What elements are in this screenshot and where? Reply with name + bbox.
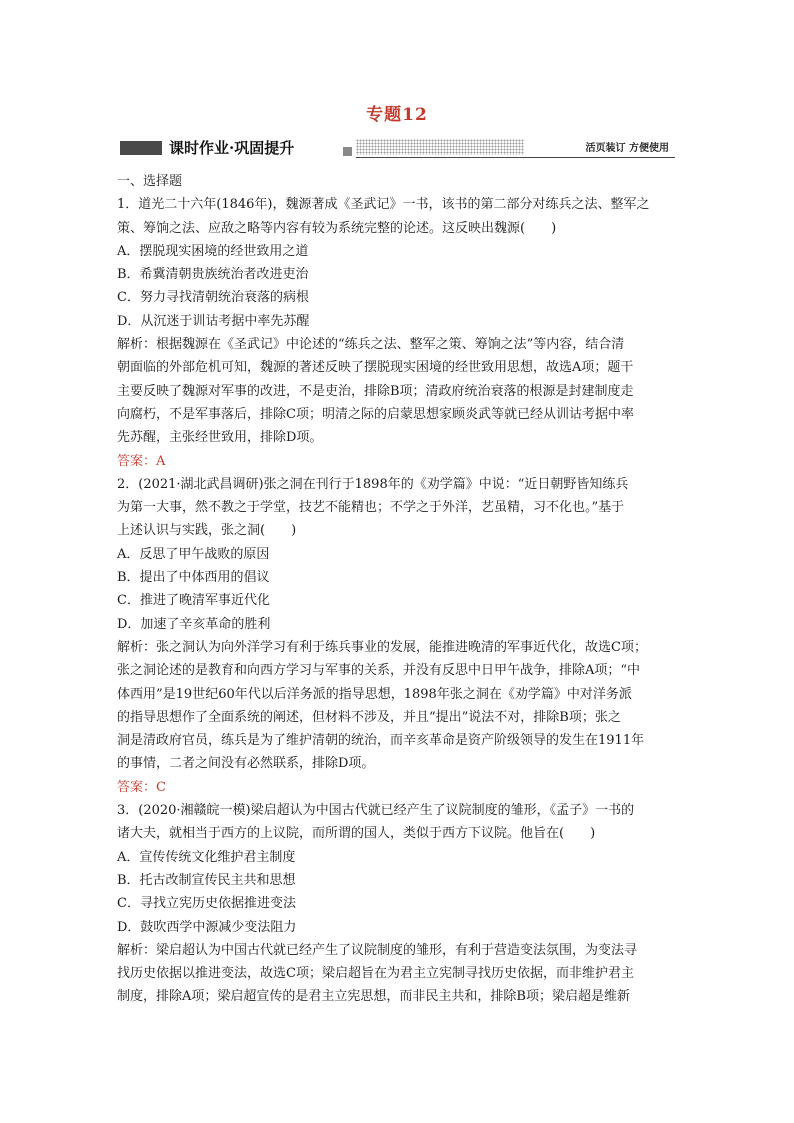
question-2 bbox=[117, 473, 682, 799]
question-3 bbox=[117, 799, 682, 1009]
analysis-line: 朝面临的外部危机可知，魏源的著述反映了摆脱现实困境的经世致用思想，故选A项；题干 bbox=[117, 360, 634, 376]
question-stem-line: 1．道光二十六年(1846年)，魏源著成《圣武记》一书，该书的第二部分对练兵之法、整军之 bbox=[117, 197, 650, 213]
question-stem-line: 诸大夫，就相当于西方的上议院，而所谓的国人，类似于西方下议院。他旨在( ) bbox=[117, 826, 596, 842]
banner-note: 活页装订 方便使用 bbox=[585, 143, 669, 154]
question-stem-line: 为第一大事，然不教之于学堂，技艺不能精也；不学之于外洋，艺虽精，习不化也。”基于 bbox=[117, 500, 625, 516]
topic-title: 专题12 bbox=[366, 105, 428, 125]
analysis-line: 制度，排除A项；梁启超宣传的是君主立宪思想，而非民主共和，排除B项；梁启超是维新 bbox=[117, 989, 630, 1005]
banner-title: 课时作业·巩固提升 bbox=[169, 139, 295, 157]
banner-square-marker bbox=[343, 147, 352, 156]
question-stem-line: 策、筹饷之法、应敌之略等内容有较为系统完整的论述。这反映出魏源( ) bbox=[117, 220, 557, 236]
option-d: D．鼓吹西学中源减少变法阻力 bbox=[117, 919, 297, 935]
option-b: B．希冀清朝贵族统治者改进吏治 bbox=[117, 267, 309, 283]
analysis-line: 体西用”是19世纪60年代以后洋务派的指导思想，1898年张之洞在《劝学篇》中对洋务派 bbox=[117, 686, 632, 702]
analysis-line: 向腐朽，不是军事落后，排除C项；明清之际的启蒙思想家顾炎武等就已经从训诂考据中率 bbox=[117, 406, 634, 422]
analysis-line: 洞是清政府官员，练兵是为了维护清朝的统治，而辛亥革命是资产阶级领导的发生在1911年 bbox=[117, 733, 645, 749]
option-a: A．反思了甲午战败的原因 bbox=[117, 546, 270, 562]
question-stem-line: 上述认识与实践，张之洞( ) bbox=[117, 523, 297, 539]
option-d: D．从沉迷于训诂考据中率先苏醒 bbox=[117, 313, 310, 329]
analysis-line: 张之洞论述的是教育和向西方学习与军事的关系，并没有反思中日甲午战争，排除A项；“中 bbox=[117, 663, 641, 679]
option-b: B．托古改制宣传民主共和思想 bbox=[117, 872, 296, 888]
banner-dot-pattern bbox=[356, 139, 524, 155]
document-content bbox=[117, 170, 682, 1009]
analysis-line: 找历史依据以推进变法，故选C项；梁启超旨在为君主立宪制寻找历史依据，而非维护君主 bbox=[117, 966, 634, 982]
question-1 bbox=[117, 193, 682, 473]
question-stem-line: 3．(2020·湘赣皖一模)梁启超认为中国古代就已经产生了议院制度的雏形，《孟子》一书的 bbox=[117, 803, 635, 819]
analysis-line: 解析：梁启超认为中国古代就已经产生了议院制度的雏形，有利于营造变法氛围，为变法寻 bbox=[117, 942, 638, 958]
option-c: C．推进了晚清军事近代化 bbox=[117, 593, 270, 609]
answer-line: 答案：C bbox=[117, 779, 166, 795]
analysis-line: 的指导思想作了全面系统的阐述，但材料不涉及，并且“提出”说法不对，排除B项；张之 bbox=[117, 709, 621, 725]
option-a: A．摆脱现实困境的经世致用之道 bbox=[117, 243, 309, 259]
answer-line: 答案：A bbox=[117, 453, 166, 469]
analysis-line: 主要反映了魏源对军事的改进，不是吏治，排除B项；清政府统治衰落的根源是封建制度走 bbox=[117, 383, 634, 399]
analysis-line: 的事情，二者之间没有必然联系，排除D项。 bbox=[117, 756, 375, 772]
option-c: C．努力寻找清朝统治衰落的病根 bbox=[117, 290, 309, 306]
option-d: D．加速了辛亥革命的胜利 bbox=[117, 616, 271, 632]
analysis-line: 解析：张之洞认为向外洋学习有利于练兵事业的发展，能推进晚清的军事近代化，故选C项； bbox=[117, 639, 647, 655]
banner-rule bbox=[356, 157, 675, 158]
analysis-line: 先苏醒，主张经世致用，排除D项。 bbox=[117, 430, 323, 446]
option-b: B．提出了中体西用的倡议 bbox=[117, 570, 270, 586]
option-a: A．宣传传统文化维护君主制度 bbox=[117, 849, 296, 865]
option-c: C．寻找立宪历史依据推进变法 bbox=[117, 896, 296, 912]
banner-dark-block bbox=[120, 141, 162, 155]
analysis-line: 解析：根据魏源在《圣武记》中论述的“练兵之法、整军之策、筹饷之法”等内容，结合清 bbox=[117, 337, 625, 353]
question-stem-line: 2．(2021·湖北武昌调研)张之洞在刊行于1898年的《劝学篇》中说：“近日朝野皆知练兵 bbox=[117, 476, 629, 492]
section-banner bbox=[120, 136, 675, 160]
section-heading: 一、选择题 bbox=[117, 174, 183, 189]
